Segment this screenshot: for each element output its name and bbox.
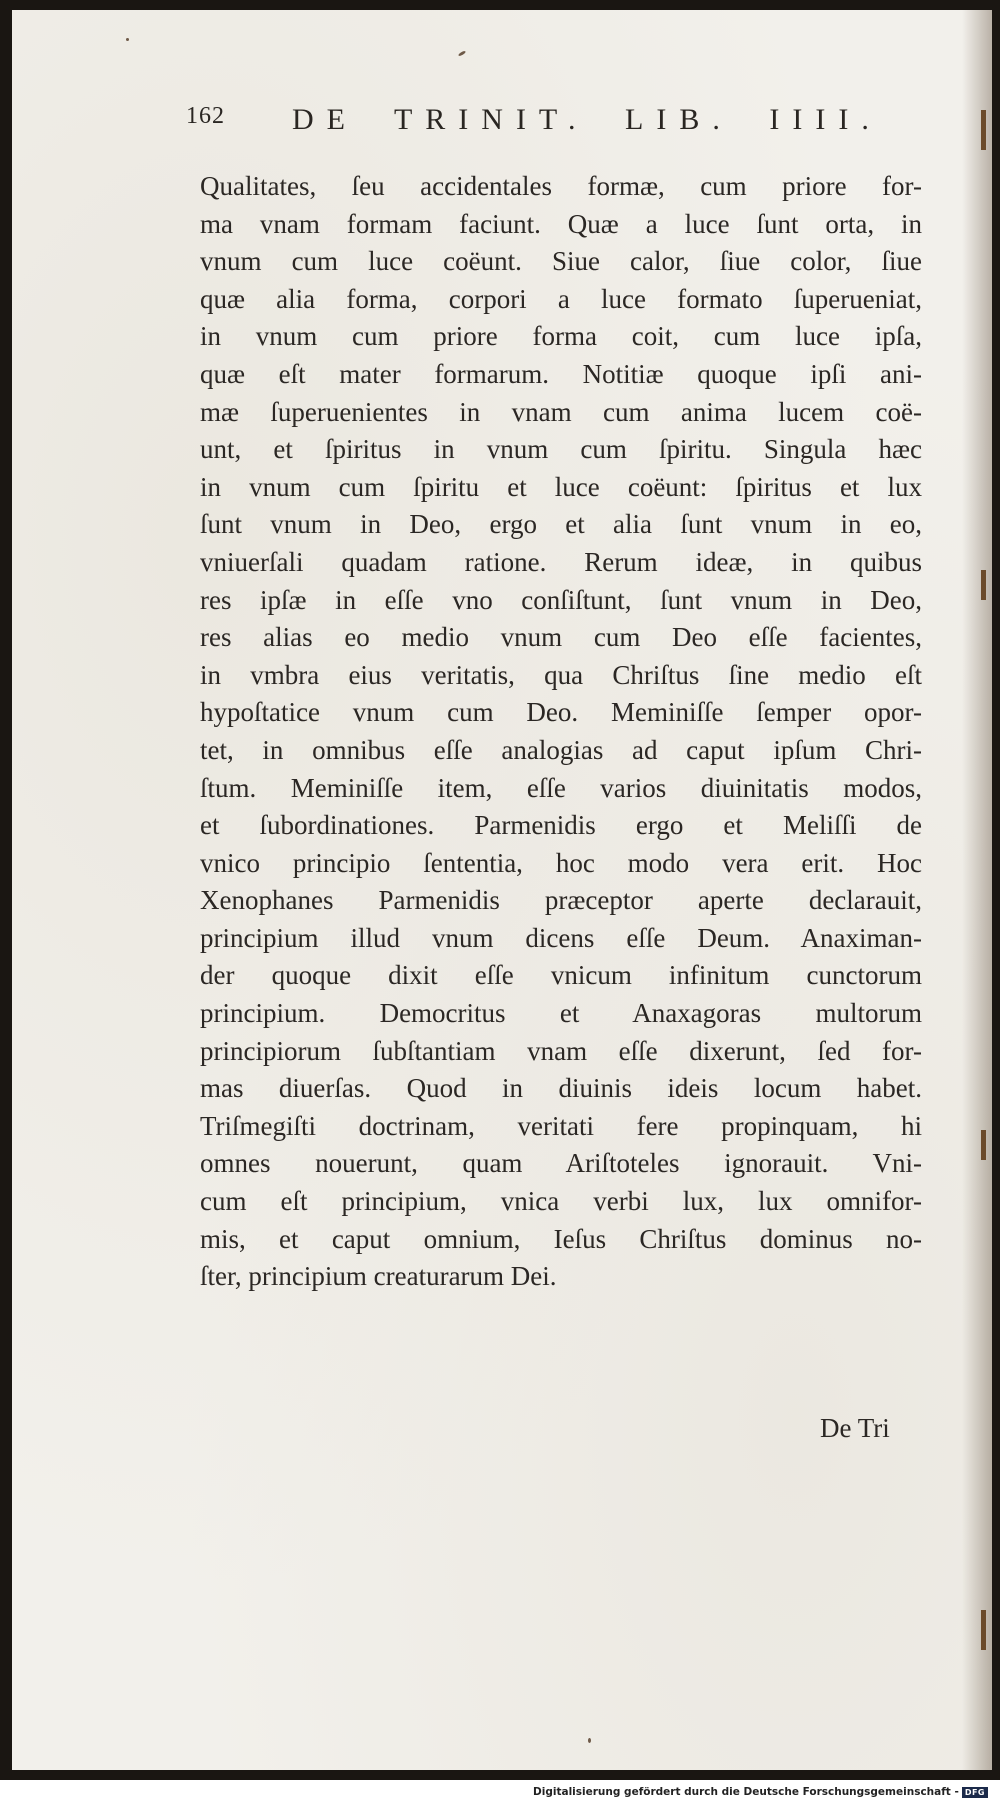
text-line: in vmbra eius veritatis, qua Chriſtus ſine medio eſt <box>200 659 922 690</box>
text-line: ſunt vnum in Deo, ergo et alia ſunt vnum in eo, <box>200 509 922 540</box>
text-line: vnum cum luce coëunt. Siue calor, ſiue color, ſiue <box>200 246 922 277</box>
paper-speck <box>588 1738 591 1743</box>
credit-text: Digitalisierung gefördert durch die Deutsche Forschungsgemeinschaft - <box>533 1786 959 1798</box>
text-line: mas diuerſas. Quod in diuinis ideis locum habet. <box>200 1073 922 1104</box>
gutter-mark <box>981 110 986 150</box>
text-line: vniuerſali quadam ratione. Rerum ideæ, in quibus <box>200 546 922 577</box>
text-line: Triſmegiſti doctrinam, veritati fere propinquam, hi <box>200 1110 922 1141</box>
body-text <box>200 168 922 1296</box>
text-line: unt, et ſpiritus in vnum cum ſpiritu. Singula hæc <box>200 434 922 465</box>
text-line: mæ ſuperuenientes in vnam cum anima lucem coë- <box>200 396 922 427</box>
text-line: in vnum cum ſpiritu et luce coëunt: ſpiritus et lux <box>200 471 922 502</box>
text-line: principium illud vnum dicens eſſe Deum. Anaximan- <box>200 922 922 953</box>
text-line: Xenophanes Parmenidis præceptor aperte declarauit, <box>200 885 922 916</box>
text-line: quæ eſt mater formarum. Notitiæ quoque ipſi ani- <box>200 358 922 389</box>
gutter-mark <box>981 1610 986 1650</box>
text-line: et ſubordinationes. Parmenidis ergo et Meliſſi de <box>200 810 922 841</box>
dfg-logo: DFG <box>962 1787 988 1798</box>
text-line: hypoſtatice vnum cum Deo. Meminiſſe ſemper opor- <box>200 697 922 728</box>
running-header <box>186 103 882 139</box>
text-line: principium. Democritus et Anaxagoras multorum <box>200 998 922 1029</box>
text-line: res alias eo medio vnum cum Deo eſſe facientes, <box>200 622 922 653</box>
catchword: De Tri <box>820 1413 890 1443</box>
page-gutter-shadow <box>962 10 992 1770</box>
gutter-mark <box>981 570 986 600</box>
text-line: der quoque dixit eſſe vnicum infinitum cunctorum <box>200 960 922 991</box>
text-line: mis, et caput omnium, Ieſus Chriſtus dominus no- <box>200 1223 922 1254</box>
text-line: Qualitates, ſeu accidentales formæ, cum priore for- <box>200 171 922 201</box>
text-line: vnico principio ſententia, hoc modo vera erit. Hoc <box>200 847 922 878</box>
paper-speck <box>458 50 466 57</box>
text-line: tet, in omnibus eſſe analogias ad caput ipſum Chri- <box>200 734 922 765</box>
text-line: cum eſt principium, vnica verbi lux, lux omnifor- <box>200 1186 922 1217</box>
gutter-mark <box>981 1130 986 1160</box>
digitization-credit <box>533 1786 988 1798</box>
paper-speck <box>126 38 129 41</box>
text-line: quæ alia forma, corpori a luce formato ſuperueniat, <box>200 283 922 314</box>
text-line: in vnum cum priore forma coit, cum luce ipſa, <box>200 321 922 352</box>
text-line: omnes nouerunt, quam Ariſtoteles ignorauit. Vni- <box>200 1148 922 1179</box>
text-line: ma vnam formam faciunt. Quæ a luce ſunt orta, in <box>200 208 922 239</box>
text-line: ſtum. Meminiſſe item, eſſe varios diuinitatis modos, <box>200 772 922 803</box>
text-line: ſter, principium creaturarum Dei. <box>200 1261 557 1292</box>
running-title: DE TRINIT. LIB. IIII. <box>292 103 882 136</box>
page-number: 162 <box>186 103 225 129</box>
text-line: principiorum ſubſtantiam vnam eſſe dixerunt, ſed for- <box>200 1035 922 1066</box>
text-line: res ipſæ in eſſe vno conſiſtunt, ſunt vnum in Deo, <box>200 584 922 615</box>
